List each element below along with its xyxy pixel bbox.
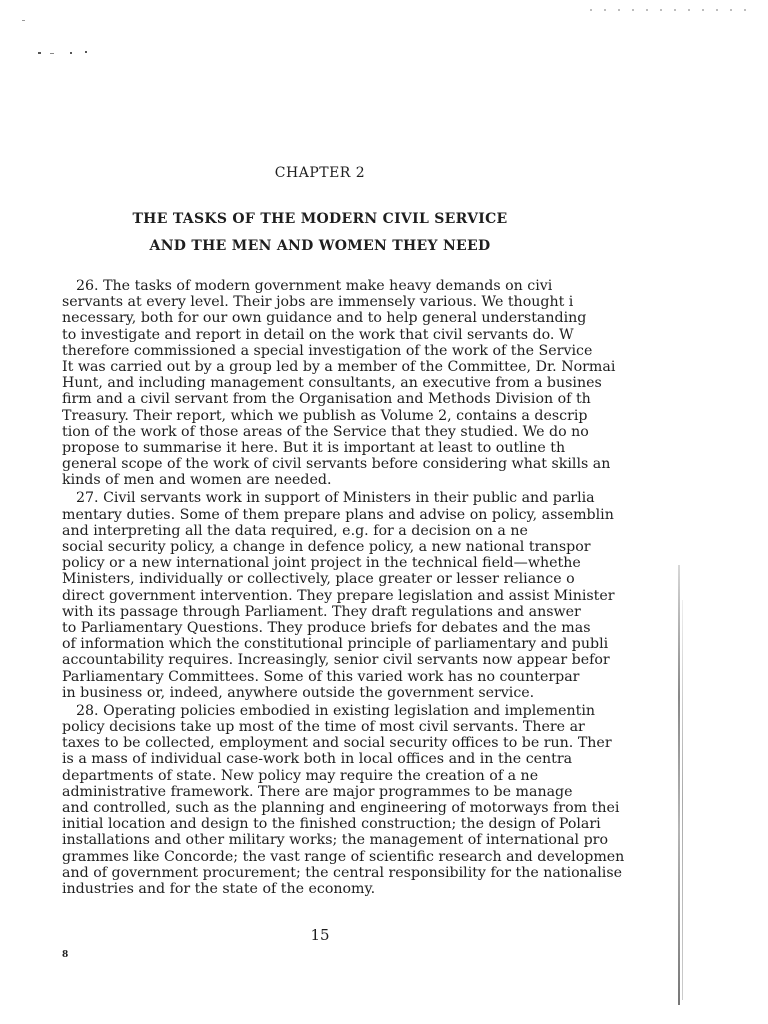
text-line: taxes to be collected, employment and social security offices to be run. Ther: [62, 735, 612, 752]
text-line: general scope of the work of civil servants before considering what skills an: [62, 456, 611, 473]
text-line: departments of state. New policy may require the creation of a ne: [62, 767, 539, 784]
text-line: accountability requires. Increasingly, senior civil servants now appear befor: [62, 652, 610, 669]
text-line: necessary, both for our own guidance and to help general understanding: [62, 310, 587, 327]
text-line: industries and for the state of the economy.: [62, 880, 376, 897]
scan-speck: [50, 53, 54, 54]
text-line: Ministers, individually or collectively, place greater or lesser reliance o: [62, 571, 575, 588]
text-line: and of government procurement; the central responsibility for the nationalise: [62, 864, 623, 881]
text-line: direct government intervention. They prepare legislation and assist Minister: [62, 587, 615, 604]
scan-speck: [22, 20, 25, 21]
chapter-title-line-1: THE TASKS OF THE MODERN CIVIL SERVICE: [132, 211, 508, 227]
text-line: with its passage through Parliament. They draft regulations and answer: [62, 603, 581, 620]
text-line: and controlled, such as the planning and engineering of motorways from thei: [62, 800, 620, 816]
text-line: 28. Operating policies embodied in existing legislation and implementin: [76, 702, 596, 719]
scan-speck: [85, 51, 87, 53]
text-line: is a mass of individual case-work both in local offices and in the centra: [62, 751, 573, 768]
text-line: therefore commissioned a special investigation of the work of the Servicе: [62, 342, 593, 359]
paragraph-26: [62, 278, 768, 488]
text-line: in business or, indeed, anywhere outside the government service.: [62, 684, 535, 701]
text-line: social security policy, a change in defence policy, a new national transpor: [62, 539, 591, 555]
scan-artifact: [590, 9, 750, 11]
text-line: installations and other military works; the management of international pro: [62, 832, 608, 849]
scan-speck: [38, 52, 41, 54]
page-number: 15: [310, 926, 330, 944]
text-line: administrative framework. There are major programmes to be manage: [62, 783, 573, 800]
paragraph-27: [62, 490, 768, 700]
text-line: Parliamentary Committees. Some of this varied work has no counterpar: [62, 668, 580, 685]
body-text: [62, 278, 768, 897]
text-line: to Parliamentary Questions. They produce briefs for debates and the mas: [62, 619, 591, 636]
text-line: policy or a new international joint project in the technical field—whethe: [62, 555, 581, 572]
text-line: firm and a civil servant from the Organisation and Methods Division of th: [62, 391, 591, 408]
text-line: grammes like Concorde; the vast range of scientific research and developmen: [62, 848, 625, 865]
text-line: propose to summarise it here. But it is important at least to outline th: [62, 439, 566, 456]
text-line: to investigate and report in detail on the work that civil servants do. W: [62, 326, 574, 343]
signature-mark: 8: [62, 950, 69, 960]
text-line: tion of the work of those areas of the Service that they studied. We do no: [62, 423, 589, 440]
text-line: and interpreting all the data required, e.g. for a decision on a ne: [62, 522, 528, 539]
text-line: mentary duties. Some of them prepare plans and advise on policy, assemblin: [62, 506, 614, 523]
text-line: Treasury. Their report, which we publish as Volume 2, contains a descrip: [62, 407, 588, 424]
paragraph-28: [62, 703, 768, 897]
text-line: servants at every level. Their jobs are immensely various. We thought i: [62, 294, 574, 311]
text-line: 26. The tasks of modern government make heavy demands on civi: [76, 278, 553, 294]
text-line: Hunt, and including management consultants, an executive from a busines: [62, 375, 602, 392]
page-edge-shadow: [678, 565, 680, 1005]
scan-speck: [70, 52, 72, 54]
text-line: It was carried out by a group led by a member of the Committee, Dr. Normai: [62, 358, 616, 375]
text-line: 27. Civil servants work in support of Ministers in their public and parlia: [76, 490, 595, 507]
text-line: of information which the constitutional principle of parliamentary and publi: [62, 636, 609, 653]
text-line: initial location and design to the finished construction; the design of Polari: [62, 816, 601, 833]
chapter-title-line-2: AND THE MEN AND WOMEN THEY NEED: [149, 238, 491, 254]
text-line: kinds of men and women are needed.: [62, 472, 332, 489]
page-edge-shadow: [682, 600, 683, 1000]
chapter-label: CHAPTER 2: [274, 165, 366, 181]
text-line: policy decisions take up most of the time of most civil servants. There ar: [62, 719, 585, 736]
